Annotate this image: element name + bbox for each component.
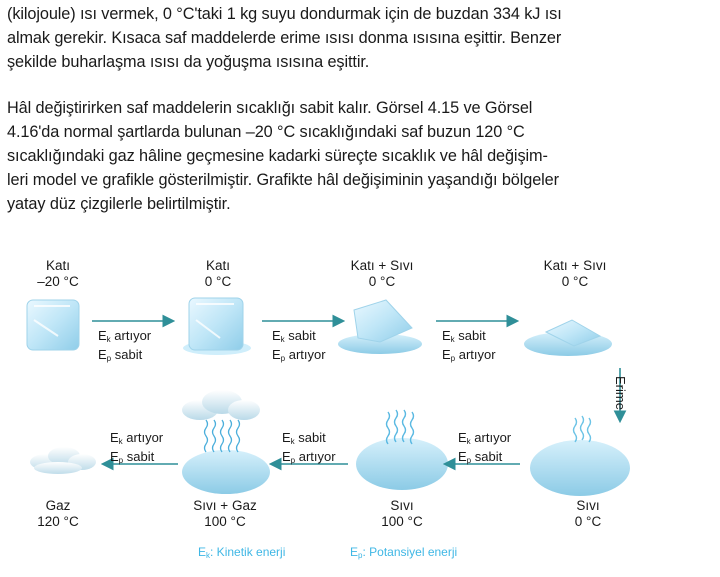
state-label-3 xyxy=(342,258,422,290)
gas-cloud-icon xyxy=(30,447,96,474)
transition-label-1: $E_k$ artıyor $E_p$ sabit xyxy=(98,328,152,363)
paragraph-2 xyxy=(7,96,707,216)
state-label-1 xyxy=(28,258,88,290)
legend-kinetic: $E_k$: Kinetik enerji xyxy=(198,545,286,560)
ice-cube-melting-icon xyxy=(183,298,251,355)
paragraph-1 xyxy=(7,2,707,74)
text-line: 4.16'da normal şartlarda bulunan –20 °C sıcaklığındaki saf buzun 120 °C xyxy=(7,123,525,141)
ice-cube-icon xyxy=(27,300,79,350)
state-temp: 0 °C xyxy=(561,274,589,289)
state-label-8 xyxy=(26,498,90,530)
state-name: Gaz xyxy=(45,498,71,513)
text-line: leri model ve grafikle gösterilmiştir. Grafikte hâl değişiminin yaşandığı bölgeler xyxy=(7,171,559,189)
text-line: Hâl değiştirirken saf maddelerin sıcaklığı sabit kalır. Görsel 4.15 ve Görsel xyxy=(7,99,533,117)
melt-label: Erime xyxy=(613,376,628,410)
state-label-7 xyxy=(180,498,270,530)
water-drop-icon xyxy=(530,416,630,496)
text-line: (kilojoule) ısı vermek, 0 °C'taki 1 kg suyu dondurmak için de buzdan 334 kJ ısı xyxy=(7,5,562,23)
ice-melting-puddle-icon xyxy=(524,320,612,356)
state-name: Katı + Sıvı xyxy=(543,258,607,273)
state-temp: 0 °C xyxy=(204,274,232,289)
state-name: Katı xyxy=(45,258,70,273)
state-label-4 xyxy=(530,258,620,290)
state-temp: 0 °C xyxy=(368,274,396,289)
state-temp: 100 °C xyxy=(381,514,423,529)
state-name: Sıvı xyxy=(390,498,414,513)
text-line: sıcaklığındaki gaz hâline geçmesine kadarki süreçte sıcaklık ve hâl değişim- xyxy=(7,147,548,165)
state-temp: 0 °C xyxy=(574,514,602,529)
transition-label-2: $E_k$ sabit $E_p$ artıyor xyxy=(272,328,326,363)
state-temp: –20 °C xyxy=(37,274,79,289)
state-name: Sıvı + Gaz xyxy=(193,498,257,513)
text-line: şekilde buharlaşma ısısı da yoğuşma ısısına eşittir. xyxy=(7,53,370,71)
state-label-2 xyxy=(190,258,246,290)
state-temp: 100 °C xyxy=(204,514,246,529)
state-label-5 xyxy=(556,498,620,530)
state-name: Katı + Sıvı xyxy=(350,258,414,273)
state-name: Katı xyxy=(205,258,230,273)
text-line: yatay düz çizgilerle belirtilmiştir. xyxy=(7,195,231,213)
state-name: Sıvı xyxy=(576,498,600,513)
transition-label-3: $E_k$ sabit $E_p$ artıyor xyxy=(442,328,496,363)
transition-label-5: $E_k$ sabit $E_p$ artıyor xyxy=(282,430,336,465)
ice-in-water-icon xyxy=(338,300,422,354)
legend-potential: $E_p$: Potansiyel enerji xyxy=(350,545,458,560)
phase-change-figure xyxy=(0,240,720,577)
state-temp: 120 °C xyxy=(37,514,79,529)
transition-label-6: $E_k$ artıyor $E_p$ sabit xyxy=(110,430,164,465)
text-line: almak gerekir. Kısaca saf maddelerde erime ısısı donma ısısına eşittir. Benzer xyxy=(7,29,562,47)
transition-label-4: $E_k$ artıyor $E_p$ sabit xyxy=(458,430,512,465)
boiling-water-icon xyxy=(356,410,448,490)
state-label-6 xyxy=(370,498,434,530)
evaporating-water-icon xyxy=(182,390,270,494)
